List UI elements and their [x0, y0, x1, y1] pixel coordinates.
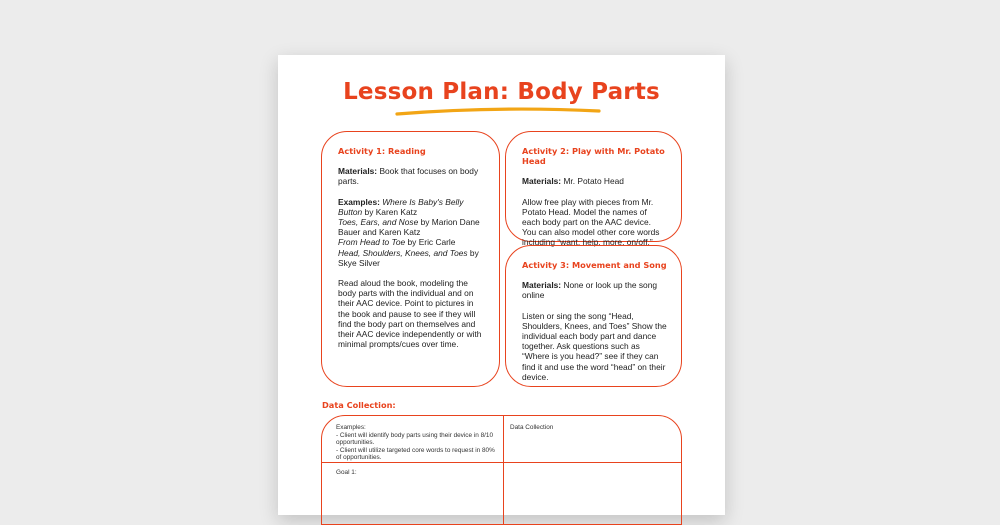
activity-2-card — [505, 131, 682, 248]
title-underline — [393, 105, 603, 119]
lesson-plan-sheet — [278, 55, 725, 515]
example-item: - Client will identify body parts using their device in 8/10 opportunities. — [336, 431, 494, 447]
book-title: From Head to Toe — [338, 237, 406, 248]
activity-1-description: Read aloud the book, modeling the body parts with the individual and on their AAC device. Point to pictures in the book and pause to see if they will find the body part on themselves and their AAC device independently or with minimal prompts/cues over time. — [338, 278, 482, 350]
page-title: Lesson Plan: Body Parts — [343, 79, 660, 105]
data-collection-heading: Data Collection: — [322, 400, 396, 410]
goal-1-label[interactable]: Goal 1: — [336, 469, 357, 476]
activity-2-heading: Activity 2: Play with Mr. Potato Head — [522, 146, 665, 167]
activity-2-materials: Materials: Mr. Potato Head — [522, 176, 624, 187]
book-title: Head, Shoulders, Knees, and Toes — [338, 247, 468, 258]
activity-3-materials: Materials: None or look up the song online — [522, 280, 658, 301]
table-divider-vertical — [503, 416, 504, 525]
book-title: Where Is Baby's Belly Button — [338, 196, 464, 217]
data-collection-table — [321, 415, 682, 525]
table-divider-horizontal — [322, 462, 682, 463]
examples-label: Examples: — [336, 424, 366, 431]
activity-1-heading: Activity 1: Reading — [338, 146, 426, 156]
activity-1-card — [321, 131, 500, 387]
book-title: Toes, Ears, and Nose — [338, 217, 419, 228]
activity-1-examples: Examples: Where Is Baby's Belly Button by Karen Katz Toes, Ears, and Nose by Marion Dane Bauer and Karen Katz From Head to Toe by Eric Carle Head, Shoulders, Knees, and Toes by Skye Silver — [338, 196, 480, 268]
examples-cell[interactable] — [336, 424, 498, 462]
example-item: - Client will utilize targeted core words to request in 80% of opportunities. — [336, 446, 495, 462]
activity-3-description: Listen or sing the song “Head, Shoulders, Knees, and Toes” Show the individual each body part and dance together. Ask questions such as “Where is you head?” see if they can find it and use the word “head” on their device. — [522, 310, 667, 382]
activity-2-description: Allow free play with pieces from Mr. Potato Head. Model the names of each body part on the AAC device. You can also model other core words including “want, help, more, on/off.” — [522, 196, 660, 248]
data-collection-column-header[interactable]: Data Collection — [510, 424, 554, 431]
activity-3-card — [505, 245, 682, 387]
activity-3-heading: Activity 3: Movement and Song — [522, 260, 667, 270]
activity-1-materials: Materials: Book that focuses on body parts. — [338, 166, 479, 187]
